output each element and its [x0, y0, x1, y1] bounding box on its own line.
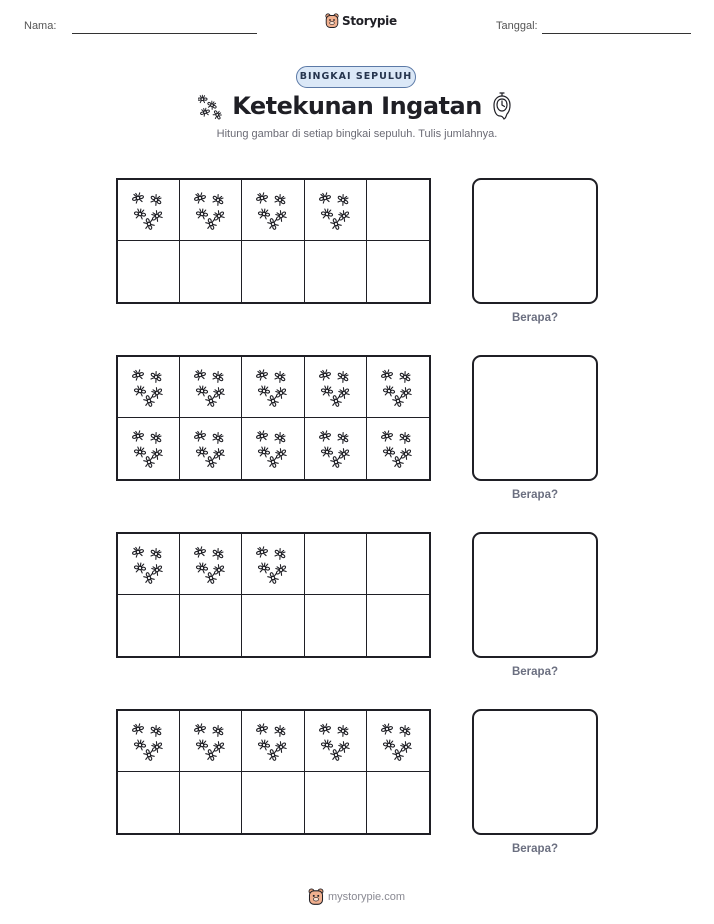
- ten-frame-cell: [118, 534, 180, 595]
- ants-icon: [130, 544, 168, 584]
- answer-box-1[interactable]: [472, 178, 598, 304]
- ten-frame-cell: [367, 241, 429, 302]
- ten-frame-cell: [367, 772, 429, 833]
- ten-frame-cell: [180, 357, 242, 418]
- ten-frame-cell: [118, 772, 180, 833]
- ten-frame-cell: [367, 357, 429, 418]
- ants-icon: [130, 367, 168, 407]
- ten-frame-cell: [118, 180, 180, 241]
- ten-frame-2: [116, 355, 431, 481]
- ants-icon: [254, 544, 292, 584]
- ten-frame-cell: [242, 772, 304, 833]
- ten-frame-cell: [305, 180, 367, 241]
- answer-prompt-1: Berapa?: [511, 312, 559, 324]
- ten-frame-cell: [242, 418, 304, 479]
- ten-frame-cell: [118, 241, 180, 302]
- brand-name: Storypie: [342, 14, 397, 28]
- answer-box-3[interactable]: [472, 532, 598, 658]
- ten-frame-cell: [242, 711, 304, 772]
- ants-icon: [254, 367, 292, 407]
- ten-frame-cell: [305, 534, 367, 595]
- instructions: Hitung gambar di setiap bingkai sepuluh. Tulis jumlahnya.: [216, 128, 498, 140]
- ten-frame-cell: [242, 595, 304, 656]
- ten-frame-cell: [118, 357, 180, 418]
- date-label: Tanggal:: [496, 20, 538, 32]
- ants-icon: [254, 721, 292, 761]
- ten-frame-cell: [180, 534, 242, 595]
- ants-icon: [130, 190, 168, 230]
- ants-icon: [192, 721, 230, 761]
- ten-frame-cell: [367, 534, 429, 595]
- ten-frame-cell: [367, 180, 429, 241]
- answer-box-2[interactable]: [472, 355, 598, 481]
- date-line[interactable]: [542, 33, 691, 34]
- answer-prompt-2: Berapa?: [511, 489, 559, 501]
- ants-icon: [317, 367, 355, 407]
- ants-icon: [317, 721, 355, 761]
- answer-prompt-4: Berapa?: [511, 843, 559, 855]
- ten-frame-cell: [180, 595, 242, 656]
- ten-frame-1: [116, 178, 431, 304]
- ten-frame-cell: [305, 711, 367, 772]
- bear-logo-icon: [325, 13, 339, 29]
- bear-logo-icon: [308, 888, 324, 906]
- ten-frame-cell: [180, 772, 242, 833]
- ten-frame-cell: [242, 180, 304, 241]
- footer: [308, 888, 405, 906]
- ants-icon: [130, 428, 168, 468]
- melting-clock-icon: [490, 91, 514, 121]
- ten-frame-cell: [367, 418, 429, 479]
- answer-box-4[interactable]: [472, 709, 598, 835]
- answer-prompt-3: Berapa?: [511, 666, 559, 678]
- ten-frame-4: [116, 709, 431, 835]
- ants-icon: [379, 428, 417, 468]
- ants-icon: [192, 428, 230, 468]
- page-title: Ketekunan Ingatan: [232, 92, 482, 120]
- ants-icon: [317, 190, 355, 230]
- ten-frame-cell: [118, 711, 180, 772]
- ten-frame-cell: [180, 180, 242, 241]
- name-line[interactable]: [72, 33, 257, 34]
- ants-icon: [130, 721, 168, 761]
- ants-icon: [192, 367, 230, 407]
- ants-icon: [192, 544, 230, 584]
- ten-frame-cell: [180, 241, 242, 302]
- worksheet-type-badge: BINGKAI SEPULUH: [296, 66, 416, 88]
- ten-frame-cell: [242, 357, 304, 418]
- footer-url: mystorypie.com: [328, 891, 406, 903]
- ants-icon: [192, 190, 230, 230]
- ants-icon: [254, 428, 292, 468]
- ants-icon: [254, 190, 292, 230]
- ten-frame-3: [116, 532, 431, 658]
- ants-icon: [379, 367, 417, 407]
- ten-frame-cell: [180, 418, 242, 479]
- ten-frame-cell: [305, 357, 367, 418]
- ants-icon: [379, 721, 417, 761]
- ten-frame-cell: [242, 534, 304, 595]
- ten-frame-cell: [305, 241, 367, 302]
- name-label: Nama:: [24, 20, 57, 32]
- brand-logo: [325, 13, 397, 29]
- ten-frame-cell: [305, 595, 367, 656]
- ten-frame-cell: [118, 595, 180, 656]
- ten-frame-cell: [242, 241, 304, 302]
- ten-frame-cell: [305, 772, 367, 833]
- ten-frame-cell: [180, 711, 242, 772]
- ten-frame-cell: [367, 595, 429, 656]
- ten-frame-cell: [305, 418, 367, 479]
- ten-frame-cell: [367, 711, 429, 772]
- ten-frame-cell: [118, 418, 180, 479]
- ants-icon: [317, 428, 355, 468]
